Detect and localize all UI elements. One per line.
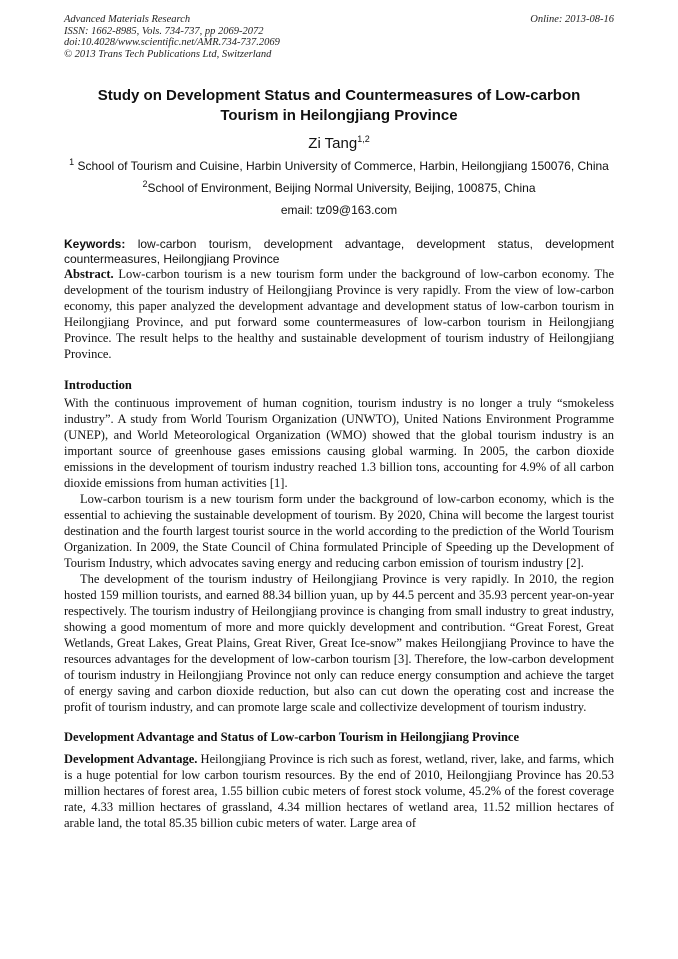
abstract-text: Low-carbon tourism is a new tourism form under the background of low-carbon economy. The development of the tourism industry of Heilongjiang Province is very rapidly. From the view of low-carbon economy, this paper analyzed the development advantage and development status of low-carbon tourism in Heilongjiang Province, and put forward some countermeasures of low-carbon tourism in Heilongjiang Province. The result helps to the healthy and sustainable development of tourism industry of Heilongjiang Province. [64, 267, 614, 361]
keywords [64, 237, 614, 266]
intro-paragraph-2: Low-carbon tourism is a new tourism form under the background of low-carbon economy, which is the essential to achieving the sustainable development of tourism. By 2020, China will become the largest tourist destination and the fourth largest tourist source in the world according to the prediction of the World Tourism Organization. In 2009, the State Council of China formulated Principle of Speeding up the Development of Tourism Industry, which advocates saving energy and reducing carbon emission of tourism industry [2]. [64, 492, 614, 570]
paper-title: Study on Development Status and Countermeasures of Low-carbon Tourism in Heilongjiang Province [97, 87, 581, 124]
doi-line: doi:10.4028/www.scientific.net/AMR.734-737.2069 [64, 37, 280, 48]
issn-line: ISSN: 1662-8985, Vols. 734-737, pp 2069-2072 [64, 25, 264, 37]
intro-paragraph-3: The development of the tourism industry of Heilongjiang Province is very rapidly. In 2010, the region hosted 159 million tourists, and earned 88.34 billion yuan, up by 44.5 percent and 35.93 percent year-on-year respectively. The tourism industry of Heilongjiang province is changing from small industry to great industry, showing a good momentum of more and more quickly development and contribution. “Great Forest, Great Wetlands, Great Lakes, Great Plains, Great River, Great Ice-snow” makes Heilongjiang Province to have the resources advantages for the development of low-carbon tourism [3]. Therefore, the low-carbon development of tourism industry in Heilongjiang Province not only can reduce energy consumption and achieve the target of energy saving and carbon dioxide reduction, but also can cut down the operating cost and increase the profit of tourism industry, and can promote large scale and collectivize development of tourism industry. [64, 572, 614, 714]
author-affiliation-marks: 1,2 [357, 134, 370, 144]
affiliation-1 [64, 159, 614, 175]
abstract-label: Abstract. [64, 267, 114, 281]
affiliation-2-text: School of Environment, Beijing Normal University, Beijing, 100875, China [147, 180, 536, 195]
affiliation-1-text: School of Tourism and Cuisine, Harbin University of Commerce, Harbin, Heilongjiang 150076, China [74, 159, 609, 173]
online-date: Online: 2013-08-16 [530, 14, 614, 25]
intro-paragraph-1: With the continuous improvement of human cognition, tourism industry is no longer a truly “smokeless industry”. A study from World Tourism Organization (UNWTO), United Nations Environment Programme (UNEP), and World Meteorological Organization (WMO) showed that the global tourism industry is an important source of greenhouse gases emissions causing global warming. In 2005, the carbon dioxide emissions in the development of tourism industry reached 1.3 billion tons, accounting for 4.9% of all carbon dioxide emissions from human activities [1]. [64, 396, 614, 490]
abstract [64, 266, 614, 362]
copyright-line: © 2013 Trans Tech Publications Ltd, Switzerland [64, 48, 272, 60]
journal-header [64, 14, 614, 60]
author-email: email: tz09@163.com [280, 203, 398, 217]
development-advantage-text: Heilongjiang Province is rich such as forest, wetland, river, lake, and farms, which is a huge potential for low carbon tourism resources. By the end of 2010, Heilongjiang Province has 20.53 million hectares of forest area, 1.55 billion cubic meters of forest stock volume, 45.2% of the forest coverage rate, 4.33 million hectares of grassland, 4.34 million hectares of wetland area, 11.52 million hectares of arable land, the total 85.35 billion cubic meters of water. Large area of [64, 752, 615, 830]
author-name: Zi Tang [308, 135, 358, 152]
keywords-text: low-carbon tourism, development advantage, development status, development countermeasures, Heilongjiang Province [64, 237, 614, 266]
affiliation-1-mark: 1 [69, 157, 75, 167]
journal-name: Advanced Materials Research [64, 14, 191, 25]
affiliation-2-mark: 2 [142, 178, 148, 189]
keywords-label: Keywords: [64, 237, 126, 251]
development-advantage-label: Development Advantage. [64, 752, 198, 766]
author-line [64, 135, 614, 153]
affiliation-2 [64, 178, 614, 197]
section-heading-introduction: Introduction [64, 378, 132, 392]
development-advantage-paragraph [64, 751, 614, 831]
section-heading-development: Development Advantage and Status of Low-carbon Tourism in Heilongjiang Province [64, 730, 520, 744]
